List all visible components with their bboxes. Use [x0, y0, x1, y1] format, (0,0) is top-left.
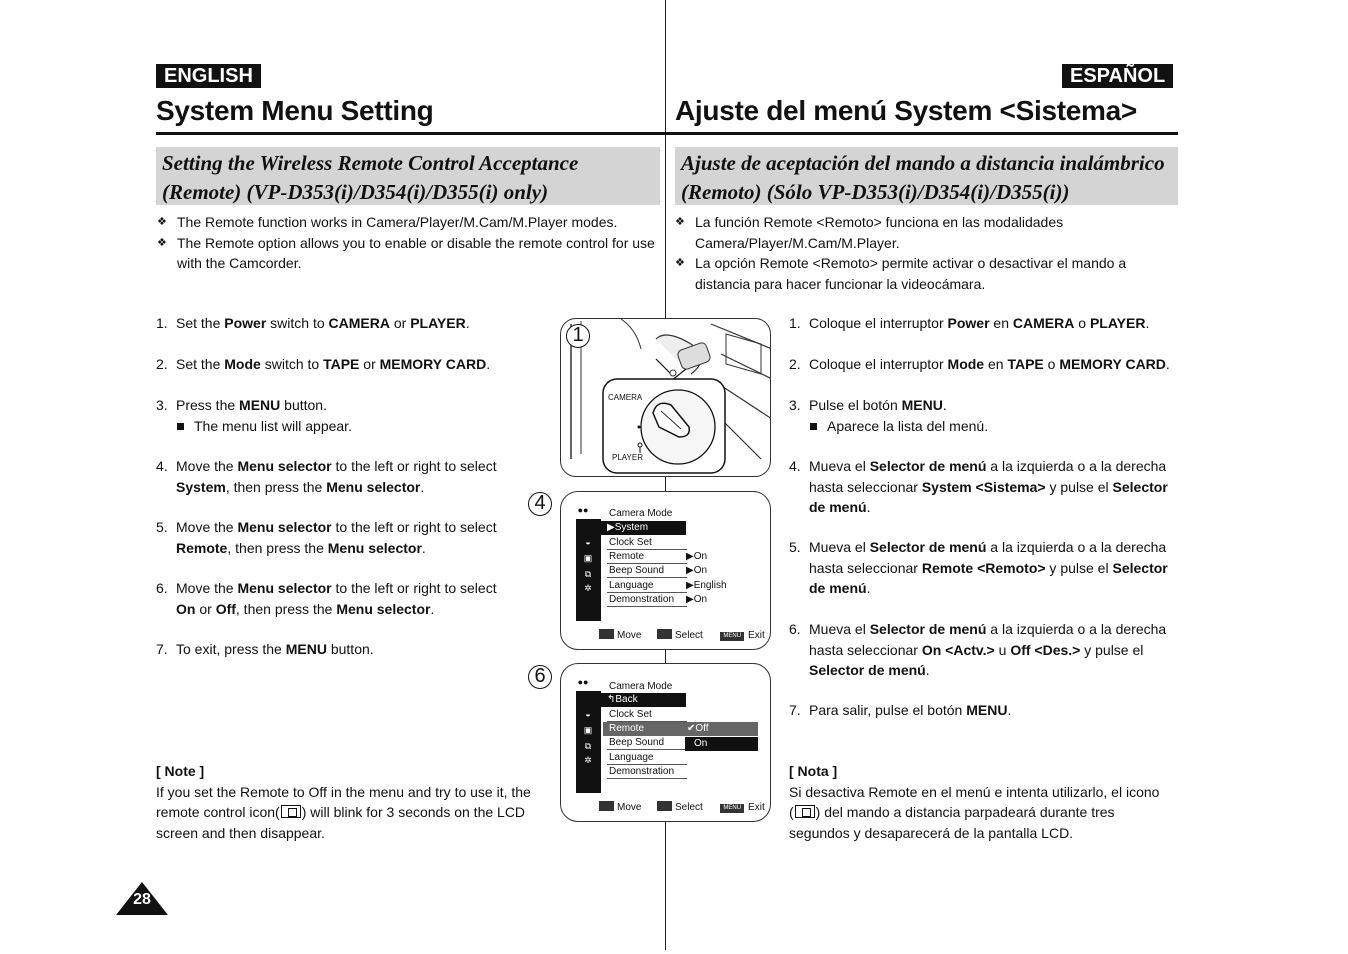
move-icon	[599, 801, 614, 811]
step-5-en: 5. Move the Menu selector to the left or right to select Remote, then press the Menu selector.	[156, 519, 497, 556]
figure-number-4: 4	[528, 492, 552, 516]
note-es: [ Nota ] Si desactiva Remote en el menú e intenta utilizarlo, el icono ( ) del mando a distancia parpadeará durante tres segundos y desaparecerá de la pantalla LCD.	[789, 763, 1160, 841]
bullet-item: ❖ The Remote function works in Camera/Player/M.Cam/M.Player modes.	[157, 212, 657, 233]
menu-item[interactable]: Remote	[609, 551, 645, 562]
step-4-en: 4. Move the Menu selector to the left or right to select System, then press the Menu selector.	[156, 458, 497, 495]
camera-mode-icon: ●●	[577, 677, 589, 687]
page-title-en: System Menu Setting	[156, 95, 434, 126]
option-on[interactable]: On	[685, 737, 758, 751]
menu-item[interactable]: Clock Set	[609, 709, 652, 720]
menu-title: Camera Mode	[609, 508, 673, 519]
section-header-en: Setting the Wireless Remote Control Acceptance (Remote) (VP-D353(i)/D354(i)/D355(i) only)	[156, 147, 660, 205]
bullets-en	[157, 212, 657, 274]
option-off[interactable]: ✔Off	[685, 722, 758, 736]
row-divider	[607, 577, 687, 578]
menu-screen-system	[560, 491, 771, 650]
menu-item[interactable]: Clock Set	[609, 537, 652, 548]
row-divider	[607, 606, 687, 607]
step-3-es: 3. Pulse el botón MENU. Aparece la lista del menú.	[789, 395, 1179, 436]
menu-item[interactable]: Beep Sound	[609, 565, 665, 576]
camera-icon: ◒	[585, 709, 591, 719]
step-2-es: 2. Coloque el interruptor Mode en TAPE o MEMORY CARD.	[789, 356, 1170, 372]
card-icon: ⧉	[584, 741, 592, 751]
step-4-es: 4. Mueva el Selector de menú a la izquierda o a la derecha hasta seleccionar System <Sistema> y pulse el Selector de menú.	[789, 458, 1168, 515]
menu-screen-remote	[560, 663, 771, 822]
menu-button-icon: MENU	[720, 632, 744, 641]
step-3-en: 3. Press the MENU button. The menu list will appear.	[156, 395, 516, 436]
spanish-badge: ESPAÑOL	[1062, 64, 1173, 88]
menu-item-selected[interactable]: ▶System	[601, 521, 686, 535]
menu-button-icon: MENU	[720, 804, 744, 813]
page-title-es: Ajuste del menú System <Sistema>	[675, 95, 1137, 126]
tape-icon: ▣	[583, 553, 593, 563]
menu-item[interactable]: Demonstration	[609, 766, 675, 777]
camera-icon: ◒	[585, 537, 591, 547]
menu-item[interactable]: Demonstration	[609, 594, 675, 605]
camcorder-illustration	[561, 319, 771, 477]
menu-item[interactable]: Beep Sound	[609, 737, 665, 748]
bullet-item: ❖ La función Remote <Remoto> funciona en las modalidades Camera/Player/M.Cam/M.Player.	[675, 212, 1145, 253]
menu-footer: Move Select MENU Exit	[599, 801, 765, 814]
camera-mode-icon: ●●	[577, 505, 589, 515]
step-6-en: 6. Move the Menu selector to the left or right to select On or Off, then press the Menu selector.	[156, 580, 497, 617]
menu-value: ▶On	[686, 551, 708, 562]
bullets-es	[675, 212, 1145, 294]
step-7-en: 7. To exit, press the MENU button.	[156, 641, 374, 657]
gear-icon: ✲	[584, 755, 592, 765]
menu-value: ▶English	[686, 580, 727, 591]
menu-value: ▶On	[686, 594, 708, 605]
step-6-es: 6. Mueva el Selector de menú a la izquierda o a la derecha hasta seleccionar On <Actv.> u Off <Des.> y pulse el Selector de menú.	[789, 621, 1167, 678]
gear-icon: ✲	[584, 583, 592, 593]
tape-icon: ▣	[583, 725, 593, 735]
page-number: 28	[133, 891, 151, 908]
step-1-es: 1. Coloque el interruptor Power en CAMERA o PLAYER.	[789, 315, 1150, 331]
menu-value: ▶On	[686, 565, 708, 576]
power-switch-illustration	[560, 318, 771, 477]
english-badge: ENGLISH	[156, 64, 261, 88]
player-label: PLAYER	[612, 453, 643, 462]
remote-control-icon	[795, 805, 815, 818]
title-rule	[156, 132, 1178, 135]
menu-item-selected[interactable]: Remote	[603, 722, 687, 736]
bullet-item: ❖ La opción Remote <Remoto> permite activar o desactivar el mando a distancia para hacer funcionar la videocámara.	[675, 253, 1145, 294]
remote-control-icon	[281, 805, 301, 818]
bullet-item: ❖ The Remote option allows you to enable or disable the remote control for use with the Camcorder.	[157, 233, 657, 274]
menu-sidebar	[576, 691, 601, 793]
card-icon: ⧉	[584, 569, 592, 579]
figure-number-1: 1	[566, 324, 590, 348]
menu-title: Camera Mode	[609, 681, 673, 692]
menu-back[interactable]: ↰Back	[601, 693, 686, 707]
note-en: [ Note ] If you set the Remote to Off in the menu and try to use it, the remote control icon( ) will blink for 3 seconds on the LCD screen and then disappear.	[156, 763, 531, 841]
section-header-es: Ajuste de aceptación del mando a distancia inalámbrico (Remoto) (Sólo VP-D353(i)/D354(i)/D355(i))	[675, 147, 1178, 205]
menu-item[interactable]: Language	[609, 580, 654, 591]
row-divider	[607, 778, 687, 779]
step-1-en: 1. Set the Power switch to CAMERA or PLAYER.	[156, 315, 470, 331]
figure-number-6: 6	[528, 665, 552, 689]
select-icon	[657, 801, 672, 811]
step-7-es: 7. Para salir, pulse el botón MENU.	[789, 702, 1012, 718]
menu-footer: Move Select MENU Exit	[599, 629, 765, 642]
camera-label: CAMERA	[608, 393, 643, 402]
select-icon	[657, 629, 672, 639]
step-2-en: 2. Set the Mode switch to TAPE or MEMORY CARD.	[156, 356, 491, 372]
move-icon	[599, 629, 614, 639]
row-divider	[607, 749, 687, 750]
menu-sidebar	[576, 519, 601, 621]
step-5-es: 5. Mueva el Selector de menú a la izquierda o a la derecha hasta seleccionar Remote <Remoto> y pulse el Selector de menú.	[789, 539, 1168, 596]
menu-item[interactable]: Language	[609, 752, 654, 763]
